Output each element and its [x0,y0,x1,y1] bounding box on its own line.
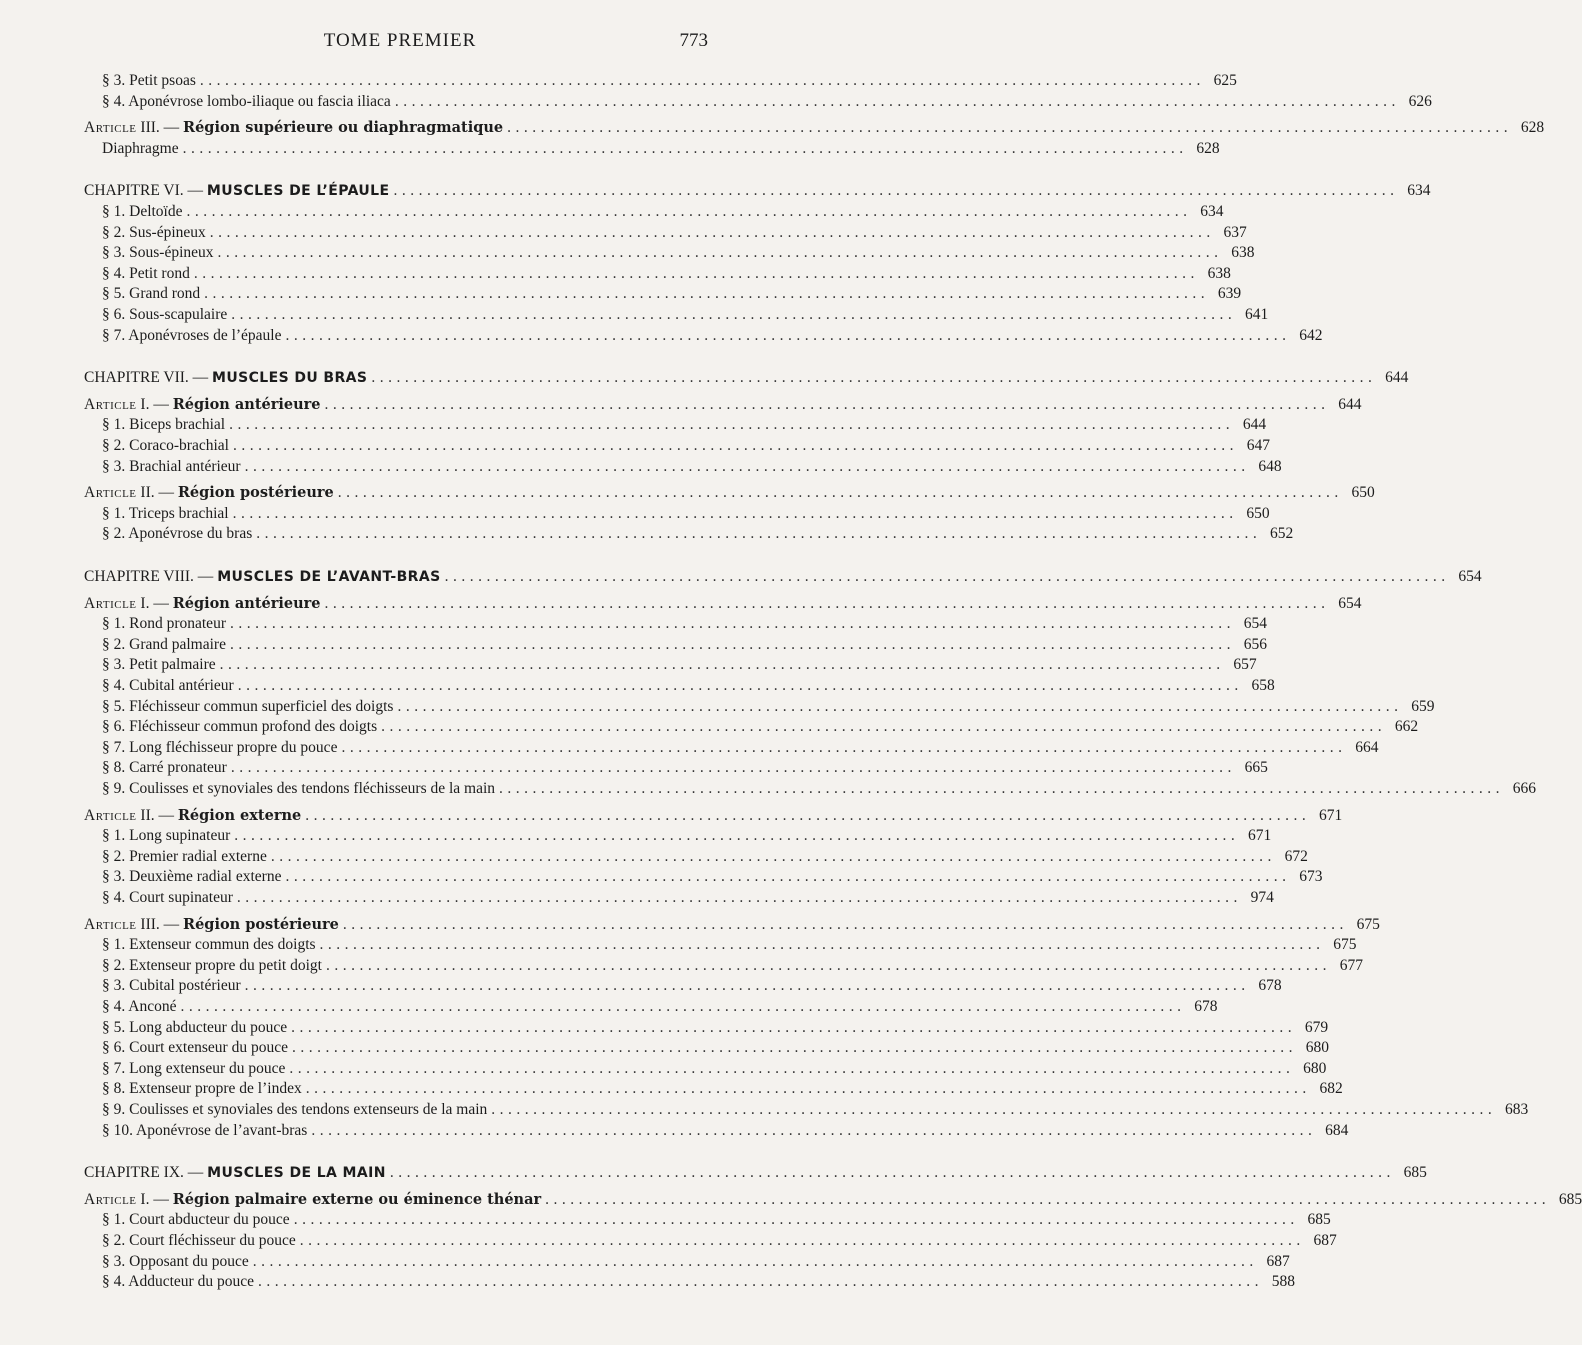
section-title: § 1. Biceps brachial [102,416,226,434]
dot-leader: ........................................................................................................................ [237,677,1243,694]
dot-leader: ........................................................................................................................ [244,457,1250,475]
article-prefix: Article [84,915,137,933]
section-title: § 1. Long supinateur [102,827,231,845]
toc-page-number: 684 [1325,1121,1349,1139]
toc-section [102,1273,1295,1293]
toc-section [102,1080,1343,1100]
toc-entry-label [102,656,220,674]
toc-article [84,1190,1582,1211]
toc-section [102,780,1537,800]
article-prefix: Article [84,395,137,413]
section-title: § 2. Aponévrose du bras [102,525,253,543]
toc-page-number: 644 [1338,395,1362,413]
section-title: § 5. Long abducteur du pouce [102,1018,288,1036]
dot-leader: ........................................................................................................................ [325,956,1331,974]
section-title: § 2. Grand palmaire [102,635,226,653]
toc-entry-label [84,119,507,137]
dot-leader: ........................................................................................................................ [230,759,1236,777]
toc-entry-label [84,568,445,586]
toc-chapter [84,568,1482,588]
dot-leader: ........................................................................................................................ [186,203,1192,220]
toc-entry-label [102,140,183,158]
toc-page-number: 638 [1231,244,1255,262]
toc-page-number: 637 [1223,223,1247,241]
toc-section [102,718,1419,738]
toc-section [102,615,1267,635]
toc-entry-label [102,416,229,434]
toc-page-number: 680 [1305,1039,1329,1057]
dot-leader: ........................................................................................................................ [244,977,1250,995]
toc-page-number: 634 [1200,203,1224,220]
toc-entry-label [102,977,245,995]
toc-page-number: 644 [1385,369,1409,387]
dot-leader: ........................................................................................................................ [545,1190,1551,1208]
dot-leader: ........................................................................................................................ [232,504,1238,522]
dot-leader: ........................................................................................................................ [341,738,1347,756]
toc-page-number: 682 [1319,1080,1343,1098]
toc-entry-label [102,1232,300,1250]
toc-page-number: 638 [1207,264,1231,282]
toc-page-number: 679 [1304,1018,1329,1036]
toc-section [102,203,1224,223]
dot-leader: ........................................................................................................................ [305,806,1311,824]
toc-entry-label [102,889,237,907]
article-title: Région externe [177,806,302,824]
toc-section [102,738,1379,759]
dot-leader: ........................................................................................................................ [234,827,1240,845]
toc-section [102,998,1218,1018]
toc-entry-label [84,484,338,502]
toc-section [102,1039,1329,1059]
toc-page-number: 675 [1356,915,1380,933]
toc-page-number: 662 [1394,718,1419,736]
dot-leader: ........................................................................................................................ [507,119,1513,137]
chapter-title: MUSCLES DE L’AVANT-BRAS [217,569,441,585]
dot-leader: ........................................................................................................................ [444,568,1450,585]
dot-leader: ........................................................................................................................ [305,1080,1311,1098]
article-number: II. — [140,806,174,824]
toc-page-number: 675 [1333,936,1357,954]
section-title: § 3. Petit psoas [102,72,196,89]
toc-section [102,977,1282,997]
dot-leader: ........................................................................................................................ [393,182,1399,200]
section-title: § 1. Court abducteur du pouce [102,1211,290,1229]
dot-leader: ........................................................................................................................ [209,223,1215,241]
toc-page-number: 683 [1505,1101,1529,1118]
section-title: § 3. Petit palmaire [102,656,216,674]
toc-entry-label [102,458,245,476]
section-title: § 4. Court supinateur [102,889,233,906]
toc-article [84,119,1545,139]
toc-page-number: 628 [1196,139,1220,157]
toc-entry-label [84,369,371,387]
toc-article [84,484,1375,504]
toc-entry-label [102,957,326,975]
toc-chapter [84,369,1409,389]
toc-entry-label [102,615,230,633]
article-prefix: Article [84,484,137,502]
toc-page-number: 642 [1299,326,1323,344]
toc-entry-label [84,182,393,200]
toc-section [102,416,1267,436]
section-title: § 1. Triceps brachial [102,504,229,522]
toc-chapter [84,182,1431,202]
dot-leader: ........................................................................................................................ [256,525,1262,543]
dot-leader: ........................................................................................................................ [199,72,1205,89]
section-title: § 2. Court fléchisseur du pouce [102,1232,296,1249]
section-title: § 1. Extenseur commun des doigts [102,936,316,954]
section-title: § 3. Brachial antérieur [102,457,241,475]
toc-page-number: 665 [1244,759,1268,777]
section-title: § 3. Cubital postérieur [102,977,241,995]
toc-section [102,504,1270,525]
article-number: I. — [140,395,169,413]
dot-leader: ........................................................................................................................ [219,656,1225,674]
dot-leader: ........................................................................................................................ [381,718,1387,736]
toc-entry-label [102,525,256,543]
dot-leader: ........................................................................................................................ [229,416,1235,434]
toc-entry-label [84,1191,545,1209]
section-title: § 4. Cubital antérieur [102,677,234,694]
toc-page-number: 628 [1520,119,1545,137]
page-header [0,30,800,56]
chapter-title: MUSCLES DU BRAS [212,370,368,387]
toc-entry-label [84,1164,390,1182]
article-title: Région postérieure [183,915,339,933]
toc-section [102,827,1272,847]
toc-entry-label [102,718,381,736]
article-number: I. — [140,1190,169,1208]
section-title: § 6. Court extenseur du pouce [102,1039,288,1057]
toc-entry-label [102,1211,294,1229]
dot-leader: ........................................................................................................................ [285,326,1291,344]
toc-entry-label [84,807,305,825]
section-title: § 4. Aponévrose lombo-iliaque ou fascia iliaca [102,92,391,110]
toc-page-number: 639 [1217,285,1242,303]
dot-leader: ........................................................................................................................ [311,1121,1317,1139]
dot-leader: ........................................................................................................................ [182,139,1188,157]
toc-page-number: 671 [1319,806,1343,824]
toc-page-number: 641 [1245,306,1269,323]
dot-leader: ........................................................................................................................ [229,615,1235,633]
toc-entry-label [102,285,204,303]
section-title: § 9. Coulisses et synoviales des tendons extenseurs de la main [102,1101,488,1118]
toc-section [102,306,1269,326]
toc-section [102,1211,1331,1231]
toc-section [102,326,1323,347]
toc-section [102,656,1257,676]
toc-entry-label [102,1060,289,1078]
toc-section [102,72,1237,92]
toc-entry-label [102,1039,292,1057]
dot-leader: ........................................................................................................................ [337,484,1343,502]
section-title: Diaphragme [102,139,179,157]
toc-article [84,915,1380,936]
toc-section [102,956,1363,977]
article-title: Région supérieure ou diaphragmatique [183,119,504,137]
toc-entry-label [102,1019,291,1037]
toc-section [102,635,1267,656]
section-title: § 4. Anconé [102,998,177,1015]
toc-page-number: 588 [1271,1273,1295,1291]
toc-entry-label [102,72,200,90]
article-number: III. — [140,119,180,137]
article-title: Région antérieure [172,395,321,413]
dot-leader: ........................................................................................................................ [229,635,1235,653]
chapter-title: MUSCLES DE LA MAIN [207,1165,386,1182]
section-title: § 10. Aponévrose de l’avant-bras [102,1121,308,1139]
dot-leader: ........................................................................................................................ [180,998,1186,1015]
chapter-prefix: CHAPITRE VII. — [84,369,209,387]
section-title: § 2. Coraco-brachial [102,437,229,454]
toc-page-number: 647 [1246,437,1270,454]
chapter-prefix: CHAPITRE VIII. — [84,568,214,585]
toc-page-number: 644 [1242,416,1267,434]
toc-page-number: 671 [1248,827,1272,845]
toc-section [102,697,1435,718]
toc-page-number: 672 [1284,847,1308,865]
toc-page-number: 685 [1307,1211,1331,1229]
toc-section [102,889,1274,909]
toc-section [102,244,1255,264]
toc-entry-label [84,916,343,934]
section-title: § 9. Coulisses et synoviales des tendons fléchisseurs de la main [102,780,496,797]
article-title: Région palmaire externe ou éminence thénar [172,1190,542,1208]
toc-entry-label [102,998,180,1016]
toc-entry-label [102,1101,491,1119]
toc-entry-label [102,265,194,283]
toc-page-number: 650 [1351,484,1375,502]
dot-leader: ........................................................................................................................ [371,369,1377,387]
dot-leader: ........................................................................................................................ [270,847,1276,865]
dot-leader: ........................................................................................................................ [285,868,1291,886]
section-title: § 7. Aponévroses de l’épaule [102,326,282,344]
toc-section [102,1101,1529,1121]
section-title: § 5. Grand rond [102,285,201,303]
toc-page-number: 654 [1338,594,1362,612]
toc-section [102,92,1432,113]
toc-section [102,759,1268,779]
chapter-title: MUSCLES DE L’ÉPAULE [206,183,390,200]
toc-section [102,139,1220,160]
toc-entry-label [84,595,325,613]
dot-leader: ........................................................................................................................ [499,780,1505,797]
toc-page-number: 652 [1270,525,1294,543]
toc-page-number: 654 [1243,615,1267,633]
toc-page-number: 687 [1266,1252,1290,1270]
chapter-prefix: CHAPITRE IX. — [84,1164,204,1182]
page-number: 773 [679,30,708,51]
toc-entry-label [102,203,187,221]
dot-leader: ........................................................................................................................ [394,92,1400,110]
toc-page-number: 678 [1194,998,1218,1015]
dot-leader: ........................................................................................................................ [257,1273,1263,1291]
toc-page-number: 666 [1512,780,1537,797]
toc-article [84,395,1362,416]
dot-leader: ........................................................................................................................ [319,936,1325,954]
toc-entry-label [102,1253,253,1271]
toc-entry-label [102,93,395,111]
toc-section [102,868,1323,888]
dot-leader: ........................................................................................................................ [389,1164,1395,1182]
toc-chapter [84,1164,1427,1184]
toc-page-number: 657 [1233,656,1257,674]
toc-entry-label [102,1273,258,1291]
article-prefix: Article [84,1190,137,1208]
dot-leader: ........................................................................................................................ [324,395,1330,413]
toc-section [102,264,1231,285]
dot-leader: ........................................................................................................................ [397,697,1403,715]
toc-page-number: 648 [1258,457,1282,475]
toc-entry-label [102,437,233,455]
dot-leader: ........................................................................................................................ [299,1232,1305,1249]
section-title: § 3. Deuxième radial externe [102,868,282,886]
section-title: § 7. Long extenseur du pouce [102,1059,286,1077]
section-title: § 1. Rond pronateur [102,615,226,633]
dot-leader: ........................................................................................................................ [217,244,1223,262]
toc-page-number: 626 [1408,92,1432,110]
toc-section [102,525,1294,545]
toc-page-number: 685 [1403,1164,1427,1182]
toc-article [84,594,1362,615]
toc-page-number: 654 [1458,568,1482,585]
toc-entry-label [102,327,286,345]
toc-entry-label [102,244,218,262]
toc-section [102,285,1242,305]
toc-section [102,223,1247,244]
toc-section [102,1232,1337,1252]
article-title: Région antérieure [172,594,321,612]
article-title: Région postérieure [177,484,334,502]
toc-entry-label [102,505,233,523]
toc-page-number: 680 [1303,1059,1327,1077]
dot-leader: ........................................................................................................................ [204,285,1210,303]
toc-section [102,1059,1327,1080]
toc-entry-label [102,1080,306,1098]
dot-leader: ........................................................................................................................ [231,306,1237,323]
toc-entry-label [102,306,231,324]
toc-section [102,847,1308,868]
toc-entry-label [102,224,210,242]
section-title: § 2. Premier radial externe [102,847,267,865]
running-title: TOME PREMIER [323,30,477,51]
toc-section [102,1018,1329,1039]
toc-section [102,677,1275,697]
section-title: § 6. Sous-scapulaire [102,306,228,323]
toc-page-number: 656 [1243,635,1267,653]
section-title: § 2. Sus-épineux [102,223,206,241]
toc-page-number: 974 [1250,889,1274,906]
toc-entry-label [102,868,285,886]
dot-leader: ........................................................................................................................ [291,1018,1297,1036]
section-title: § 7. Long fléchisseur propre du pouce [102,738,338,756]
dot-leader: ........................................................................................................................ [291,1039,1297,1057]
dot-leader: ........................................................................................................................ [491,1101,1497,1118]
section-title: § 8. Extenseur propre de l’index [102,1080,302,1098]
toc-entry-label [102,739,341,757]
section-title: § 3. Sous-épineux [102,244,214,262]
toc-page-number: 659 [1411,697,1435,715]
toc-page-number: 673 [1299,868,1323,886]
toc-page-number: 650 [1246,504,1270,522]
toc-section [102,1121,1349,1142]
dot-leader: ........................................................................................................................ [236,889,1242,906]
dot-leader: ........................................................................................................................ [324,594,1330,612]
dot-leader: ........................................................................................................................ [293,1211,1299,1229]
section-title: § 1. Deltoïde [102,203,183,220]
article-prefix: Article [84,119,137,137]
toc-entry-label [102,827,234,845]
toc-page-number: 658 [1251,677,1275,694]
toc-page-number: 687 [1313,1232,1337,1249]
section-title: § 3. Opposant du pouce [102,1252,249,1270]
section-title: § 4. Petit rond [102,264,190,282]
section-title: § 8. Carré pronateur [102,759,227,777]
article-number: II. — [140,484,174,502]
toc-entry-label [102,759,231,777]
article-number: I. — [140,594,169,612]
dot-leader: ........................................................................................................................ [342,915,1348,933]
toc-entry-label [102,1122,311,1140]
dot-leader: ........................................................................................................................ [232,437,1238,454]
toc-entry-label [102,936,320,954]
toc-page-number: 664 [1355,738,1379,756]
article-prefix: Article [84,806,137,824]
toc-entry-label [102,677,238,695]
toc-section [102,936,1357,956]
toc-page-number: 685 [1558,1190,1582,1208]
toc-entry-label [102,636,230,654]
section-title: § 2. Extenseur propre du petit doigt [102,956,322,974]
toc-section [102,1252,1290,1273]
toc-section [102,437,1270,457]
toc-entry-label [102,698,397,716]
toc-article [84,806,1343,827]
toc-page-number: 625 [1213,72,1237,89]
toc-entry-label [84,396,325,414]
toc-page-number: 678 [1258,977,1282,995]
chapter-prefix: CHAPITRE VI. — [84,182,203,200]
dot-leader: ........................................................................................................................ [289,1059,1295,1077]
toc-entry-label [102,848,271,866]
section-title: § 6. Fléchisseur commun profond des doigts [102,718,378,736]
section-title: § 4. Adducteur du pouce [102,1273,254,1291]
toc-section [102,457,1282,478]
article-prefix: Article [84,594,137,612]
dot-leader: ........................................................................................................................ [252,1252,1258,1270]
section-title: § 5. Fléchisseur commun superficiel des doigts [102,697,394,715]
toc-page-number: 677 [1339,956,1363,974]
dot-leader: ........................................................................................................................ [193,264,1199,282]
article-number: III. — [140,915,180,933]
toc-entry-label [102,780,499,798]
toc-page-number: 634 [1407,182,1431,200]
